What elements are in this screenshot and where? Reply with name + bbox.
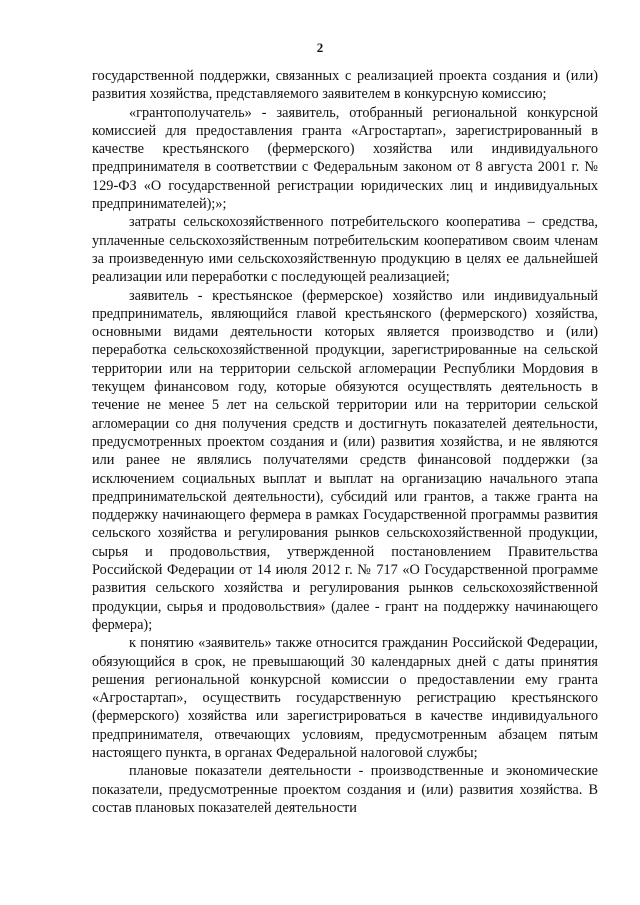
paragraph-applicant-citizen: к понятию «заявитель» также относится гражданин Российской Федерации, обязующийся в срок, не превышающий 30 календарных дней с даты принятия решения региональной конкурсной комиссии о предоставлении ему гранта «Агростартап», осуществить государственную регистрацию крестьянского (фермерского) хозяйства или зарегистрироваться в качестве индивидуального предпринимателя, отвечающих условиям, предусмотренным абзацем пятым настоящего пункта, в органах Федеральной налоговой службы; bbox=[92, 635, 598, 761]
paragraph-applicant: заявитель - крестьянское (фермерское) хозяйство или индивидуальный предприниматель, являющийся главой крестьянского (фермерского) хозяйства, основными видами деятельности которых является производство и (или) переработка сельскохозяйственной продукции, зарегистрированные на сельской территории или на территории сельской агломерации Республики Мордовия в текущем финансовом году, которые обязуются осуществлять деятельность в течение не менее 5 лет на сельской территории или на территории сельской агломерации со дня получения средств и достигнуть показателей деятельности, предусмотренных проектом создания и (или) развития хозяйства, и не являются или ранее не являлись получателями средств финансовой поддержки (за исключением социальных выплат и выплат на организацию начального этапа предпринимательской деятельности), субсидий или грантов, а также гранта на поддержку начинающего фермера в рамках Государственной программы развития сельского хозяйства и регулирования рынков сельскохозяйственной продукции, сырья и продовольствия, утвержденной постановлением Правительства Российской Федерации от 14 июля 2012 г. № 717 «О Государственной программе развития сельского хозяйства и регулирования рынков сельскохозяйственной продукции, сырья и продовольствия» (далее - грант на поддержку начинающего фермера); bbox=[92, 287, 598, 633]
document-body bbox=[92, 67, 598, 817]
paragraph-planned-indicators: плановые показатели деятельности - производственные и экономические показатели, предусмотренные проектом создания и (или) развития хозяйства. В состав плановых показателей деятельности bbox=[92, 763, 598, 816]
paragraph-cooperative-costs: затраты сельскохозяйственного потребительского кооператива – средства, уплаченные сельскохозяйственным потребительским кооперативом своим членам за произведенную ими сельскохозяйственную продукцию в целях ее дальнейшей реализации или переработки с последующей реализацией; bbox=[92, 214, 598, 286]
paragraph-continuation: государственной поддержки, связанных с реализацией проекта создания и (или) развития хозяйства, представляемого заявителем в конкурсную комиссию; bbox=[92, 68, 598, 103]
page-number: 2 bbox=[316, 40, 324, 55]
paragraph-grant-recipient: «грантополучатель» - заявитель, отобранный региональной конкурсной комиссией для предоставления гранта «Агростартап», зарегистрированный в качестве крестьянского (фермерского) хозяйства или индивидуального предпринимателя в соответствии с Федеральным законом от 8 августа 2001 г. № 129-ФЗ «О государственной регистрации юридических лиц и индивидуальных предпринимателей);»; bbox=[92, 104, 598, 213]
